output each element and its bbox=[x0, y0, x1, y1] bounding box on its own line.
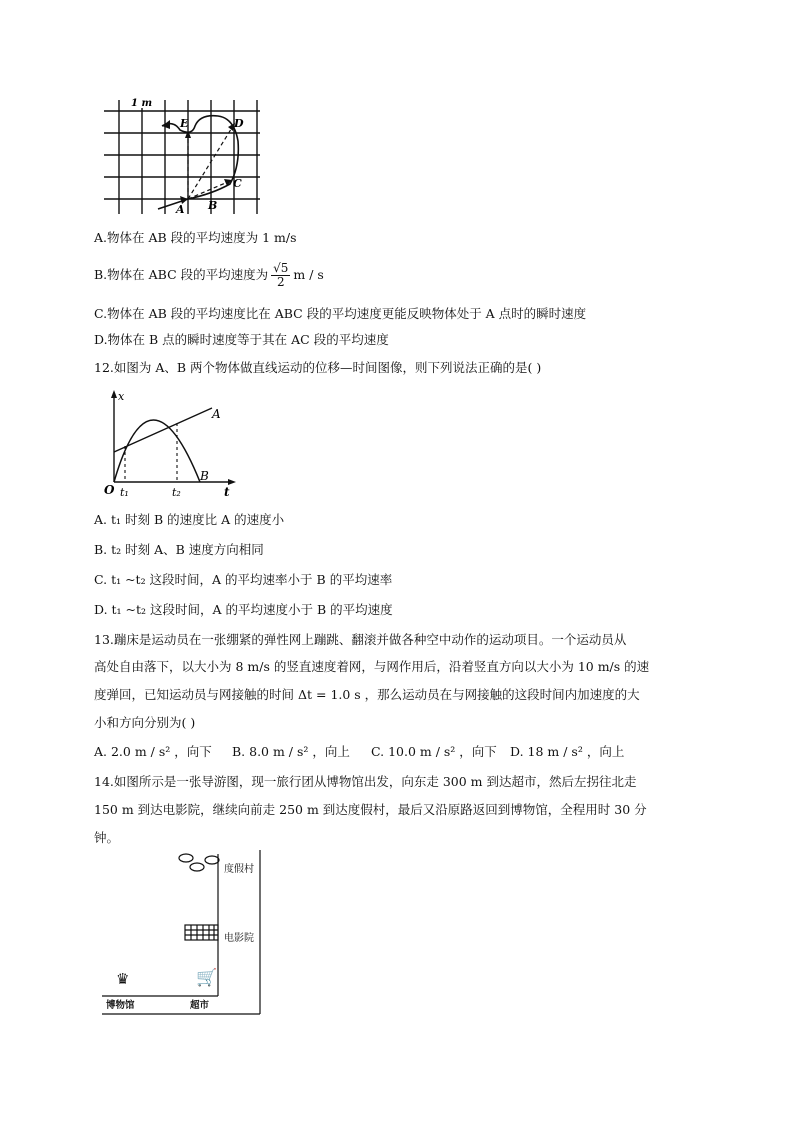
point-c: C bbox=[233, 177, 242, 190]
axis-t-label: t bbox=[224, 485, 230, 499]
point-b: B bbox=[208, 199, 218, 212]
supermarket-label: 超市 bbox=[190, 1000, 210, 1011]
fraction-numerator: √5 bbox=[273, 261, 289, 275]
t2-label: t₂ bbox=[172, 486, 181, 499]
q13-option-d: D. 18 m / s² ，向上 bbox=[510, 744, 625, 759]
t1-label: t₁ bbox=[120, 486, 129, 499]
q12-option-d: D. t₁ ~t₂ 这段时间，A 的平均速度小于 B 的平均速度 bbox=[94, 602, 393, 617]
q13-line-2: 高处自由落下，以大小为 8 m/s 的竖直速度着网，与网作用后，沿着竖直方向以大小为 10 m/s 的速 bbox=[94, 659, 650, 674]
q13-line-1: 13.蹦床是运动员在一张绷紧的弹性网上蹦跳、翻滚并做各种空中动作的运动项目。一个运动员从 bbox=[94, 632, 627, 647]
museum-label: 博物馆 bbox=[106, 1000, 135, 1011]
q12-option-a: A. t₁ 时刻 B 的速度比 A 的速度小 bbox=[94, 512, 285, 527]
q13-line-4: 小和方向分别为( ) bbox=[94, 715, 196, 730]
grid-path-figure bbox=[100, 96, 260, 216]
crown-icon: ♛ bbox=[116, 970, 130, 988]
q11-option-a: A.物体在 AB 段的平均速度为 1 m/s bbox=[94, 230, 297, 245]
q13-option-b: B. 8.0 m / s² ，向上 bbox=[232, 744, 350, 759]
q12-stem: 12.如图为 A、B 两个物体做直线运动的位移—时间图像，则下列说法正确的是( ) bbox=[94, 360, 542, 375]
q13-option-a: A. 2.0 m / s² ，向下 bbox=[94, 744, 212, 759]
cinema-label: 电影院 bbox=[224, 933, 254, 944]
fraction-denominator: 2 bbox=[276, 275, 285, 289]
tour-map bbox=[100, 850, 264, 1016]
q14-line-2: 150 m 到达电影院，继续向前走 250 m 到达度假村，最后又沿原路返回到博物馆，全程用时 30 分 bbox=[94, 802, 647, 817]
q11-option-b-text: B.物体在 ABC 段的平均速度为 bbox=[94, 267, 269, 282]
point-e: E bbox=[180, 117, 189, 130]
q12-option-c: C. t₁ ~t₂ 这段时间，A 的平均速率小于 B 的平均速率 bbox=[94, 572, 393, 587]
axis-x-label: x bbox=[118, 390, 125, 403]
curve-b-label: B bbox=[200, 469, 209, 483]
q13-line-3: 度弹回，已知运动员与网接触的时间 Δt = 1.0 s ，那么运动员在与网接触的这段时间内加速度的大 bbox=[94, 687, 640, 702]
xt-graph bbox=[100, 388, 240, 500]
resort-label: 度假村 bbox=[224, 864, 254, 875]
q11-option-d: D.物体在 B 点的瞬时速度等于其在 AC 段的平均速度 bbox=[94, 332, 389, 347]
origin-label: O bbox=[104, 483, 115, 497]
point-a: A bbox=[176, 203, 185, 216]
line-a-label: A bbox=[212, 407, 221, 421]
q11-option-c: C.物体在 AB 段的平均速度比在 ABC 段的平均速度更能反映物体处于 A 点时的瞬时速度 bbox=[94, 306, 587, 321]
scale-label: 1 m bbox=[131, 98, 153, 109]
unit: m / s bbox=[293, 267, 324, 282]
q11-option-b bbox=[94, 257, 324, 293]
q14-line-1: 14.如图所示是一张导游图，现一旅行团从博物馆出发，向东走 300 m 到达超市，然后左拐往北走 bbox=[94, 774, 637, 789]
q12-option-b: B. t₂ 时刻 A、B 速度方向相同 bbox=[94, 542, 264, 557]
q13-option-c: C. 10.0 m / s² ，向下 bbox=[371, 744, 497, 759]
fraction bbox=[271, 262, 290, 289]
cart-icon: 🛒 bbox=[196, 968, 218, 988]
point-d: D bbox=[234, 117, 244, 130]
q14-line-3: 钟。 bbox=[94, 830, 120, 845]
